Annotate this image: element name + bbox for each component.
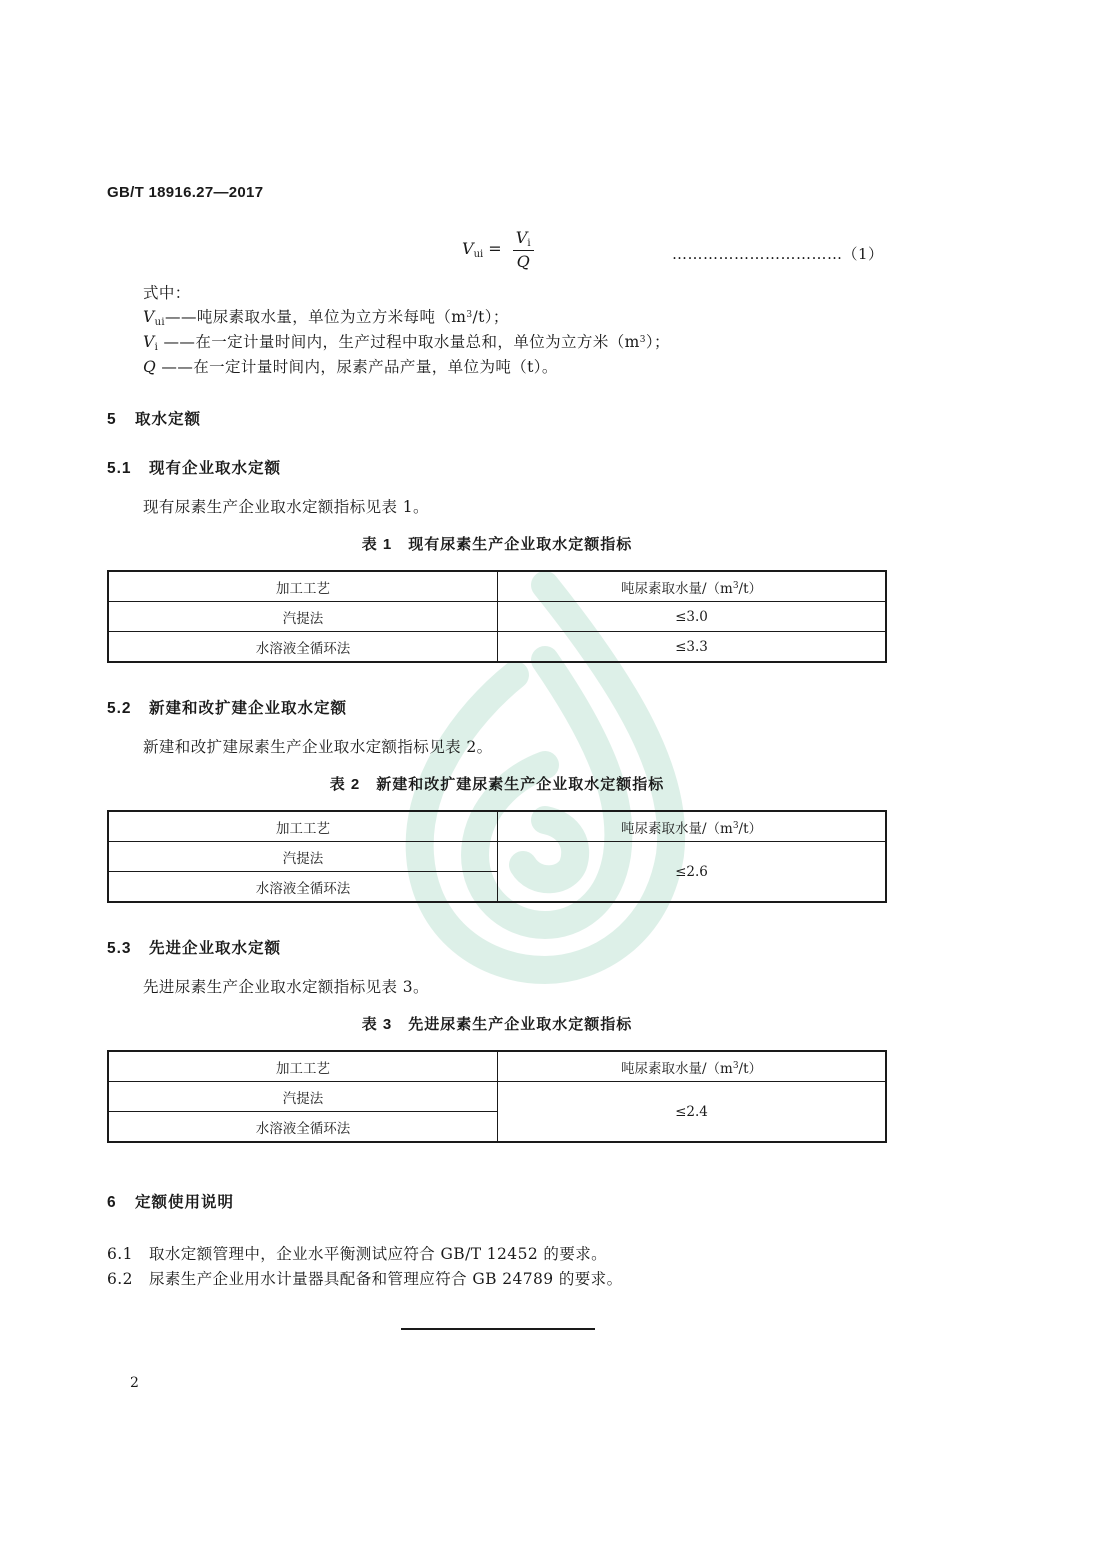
def-symbol: V xyxy=(143,308,155,326)
section-title: 新建和改扩建企业取水定额 xyxy=(149,700,348,717)
table-header-cell xyxy=(498,1051,887,1082)
header-text: 吨尿素取水量/（m xyxy=(620,580,733,597)
def-sup: 3 xyxy=(466,310,473,320)
table-cell-merged: ≤2.4 xyxy=(498,1082,887,1143)
table-header-cell: 加工工艺 xyxy=(108,1051,498,1082)
table-1 xyxy=(107,570,887,663)
section-number: 5.2 xyxy=(107,700,132,717)
section-5-3-heading xyxy=(107,936,281,958)
header-text: 吨尿素取水量/（m xyxy=(620,1060,733,1077)
table-header-cell: 加工工艺 xyxy=(108,571,498,602)
table-header-cell xyxy=(498,811,887,842)
header-text: 吨尿素取水量/（m xyxy=(620,820,733,837)
table-row xyxy=(108,842,886,872)
formula-denominator: Q xyxy=(516,252,530,271)
table-cell: 汽提法 xyxy=(108,1082,498,1112)
table-3 xyxy=(107,1050,887,1143)
table-cell: ≤3.0 xyxy=(498,602,887,632)
def-text: ——在一定计量时间内，生产过程中取水量总和，单位为立方米（m xyxy=(158,333,640,351)
page-number: 2 xyxy=(130,1375,139,1391)
clause-text: 取水定额管理中，企业水平衡测试应符合 GB/T 12452 的要求。 xyxy=(149,1245,608,1263)
section-5-1-text: 现有尿素生产企业取水定额指标见表 1。 xyxy=(143,498,429,516)
def-text: ——吨尿素取水量，单位为立方米每吨（m xyxy=(165,308,467,326)
table-3-caption: 表 3 先进尿素生产企业取水定额指标 xyxy=(361,1016,633,1033)
clause-text: 尿素生产企业用水计量器具配备和管理应符合 GB 24789 的要求。 xyxy=(149,1270,623,1288)
clause-6-1 xyxy=(107,1242,607,1264)
header-sup: 3 xyxy=(732,1060,739,1071)
header-text-end: /t） xyxy=(738,580,763,597)
section-number: 5.3 xyxy=(107,940,132,957)
end-rule xyxy=(401,1328,595,1330)
definition-q xyxy=(143,355,558,377)
formula xyxy=(462,228,534,271)
table-header-cell xyxy=(498,571,887,602)
table-cell: 汽提法 xyxy=(108,842,498,872)
table-row xyxy=(108,602,886,632)
def-text-end: /t）； xyxy=(472,308,509,326)
table-cell: 水溶液全循环法 xyxy=(108,872,498,903)
clause-6-2 xyxy=(107,1267,622,1289)
def-symbol-sub: ui xyxy=(154,317,166,328)
header-sup: 3 xyxy=(732,580,739,591)
formula-lhs-sub: ui xyxy=(473,249,484,260)
def-symbol-sub: i xyxy=(154,342,159,353)
section-5-heading xyxy=(107,407,201,429)
header-text-end: /t） xyxy=(738,820,763,837)
table-cell: 水溶液全循环法 xyxy=(108,632,498,663)
table-cell: 汽提法 xyxy=(108,602,498,632)
formula-num-sub: i xyxy=(527,238,531,249)
section-5-1-heading xyxy=(107,456,281,478)
table-2 xyxy=(107,810,887,903)
formula-equals: = xyxy=(488,239,502,258)
def-symbol: Q xyxy=(143,358,157,376)
formula-fraction xyxy=(513,228,534,271)
section-5-2-heading xyxy=(107,696,347,718)
table-row xyxy=(108,632,886,663)
standard-code-header: GB/T 18916.27—2017 xyxy=(107,184,264,201)
table-cell: 水溶液全循环法 xyxy=(108,1112,498,1143)
table-header-row xyxy=(108,571,886,602)
clause-number: 6.1 xyxy=(107,1245,133,1263)
section-title: 定额使用说明 xyxy=(135,1194,235,1211)
formula-num-symbol: V xyxy=(515,228,528,247)
section-title: 取水定额 xyxy=(135,411,202,428)
section-6-heading xyxy=(107,1190,234,1212)
definition-vui xyxy=(143,305,509,328)
table-header-row xyxy=(108,811,886,842)
header-sup: 3 xyxy=(732,820,739,831)
table-1-caption: 表 1 现有尿素生产企业取水定额指标 xyxy=(361,536,633,553)
def-text-end: ）； xyxy=(645,333,670,351)
section-number: 5 xyxy=(107,411,117,428)
section-title: 现有企业取水定额 xyxy=(149,460,282,477)
table-row xyxy=(108,1082,886,1112)
table-header-row xyxy=(108,1051,886,1082)
def-text: ——在一定计量时间内，尿素产品产量，单位为吨（t）。 xyxy=(156,358,558,376)
section-5-2-text: 新建和改扩建尿素生产企业取水定额指标见表 2。 xyxy=(143,738,493,756)
table-cell-merged: ≤2.6 xyxy=(498,842,887,903)
definition-vi xyxy=(143,330,670,353)
def-symbol: V xyxy=(143,333,155,351)
formula-lhs: V xyxy=(462,239,474,258)
section-number: 6 xyxy=(107,1194,117,1211)
header-text-end: /t） xyxy=(738,1060,763,1077)
clause-number: 6.2 xyxy=(107,1270,133,1288)
section-5-3-text: 先进尿素生产企业取水定额指标见表 3。 xyxy=(143,978,429,996)
where-intro: 式中： xyxy=(143,284,191,302)
section-number: 5.1 xyxy=(107,460,132,477)
table-2-caption: 表 2 新建和改扩建尿素生产企业取水定额指标 xyxy=(329,776,665,793)
table-cell: ≤3.3 xyxy=(498,632,887,663)
formula-numerator xyxy=(513,228,534,251)
table-header-cell: 加工工艺 xyxy=(108,811,498,842)
section-title: 先进企业取水定额 xyxy=(149,940,282,957)
equation-number: ……………………………（1） xyxy=(672,245,884,263)
def-sup: 3 xyxy=(639,335,646,345)
